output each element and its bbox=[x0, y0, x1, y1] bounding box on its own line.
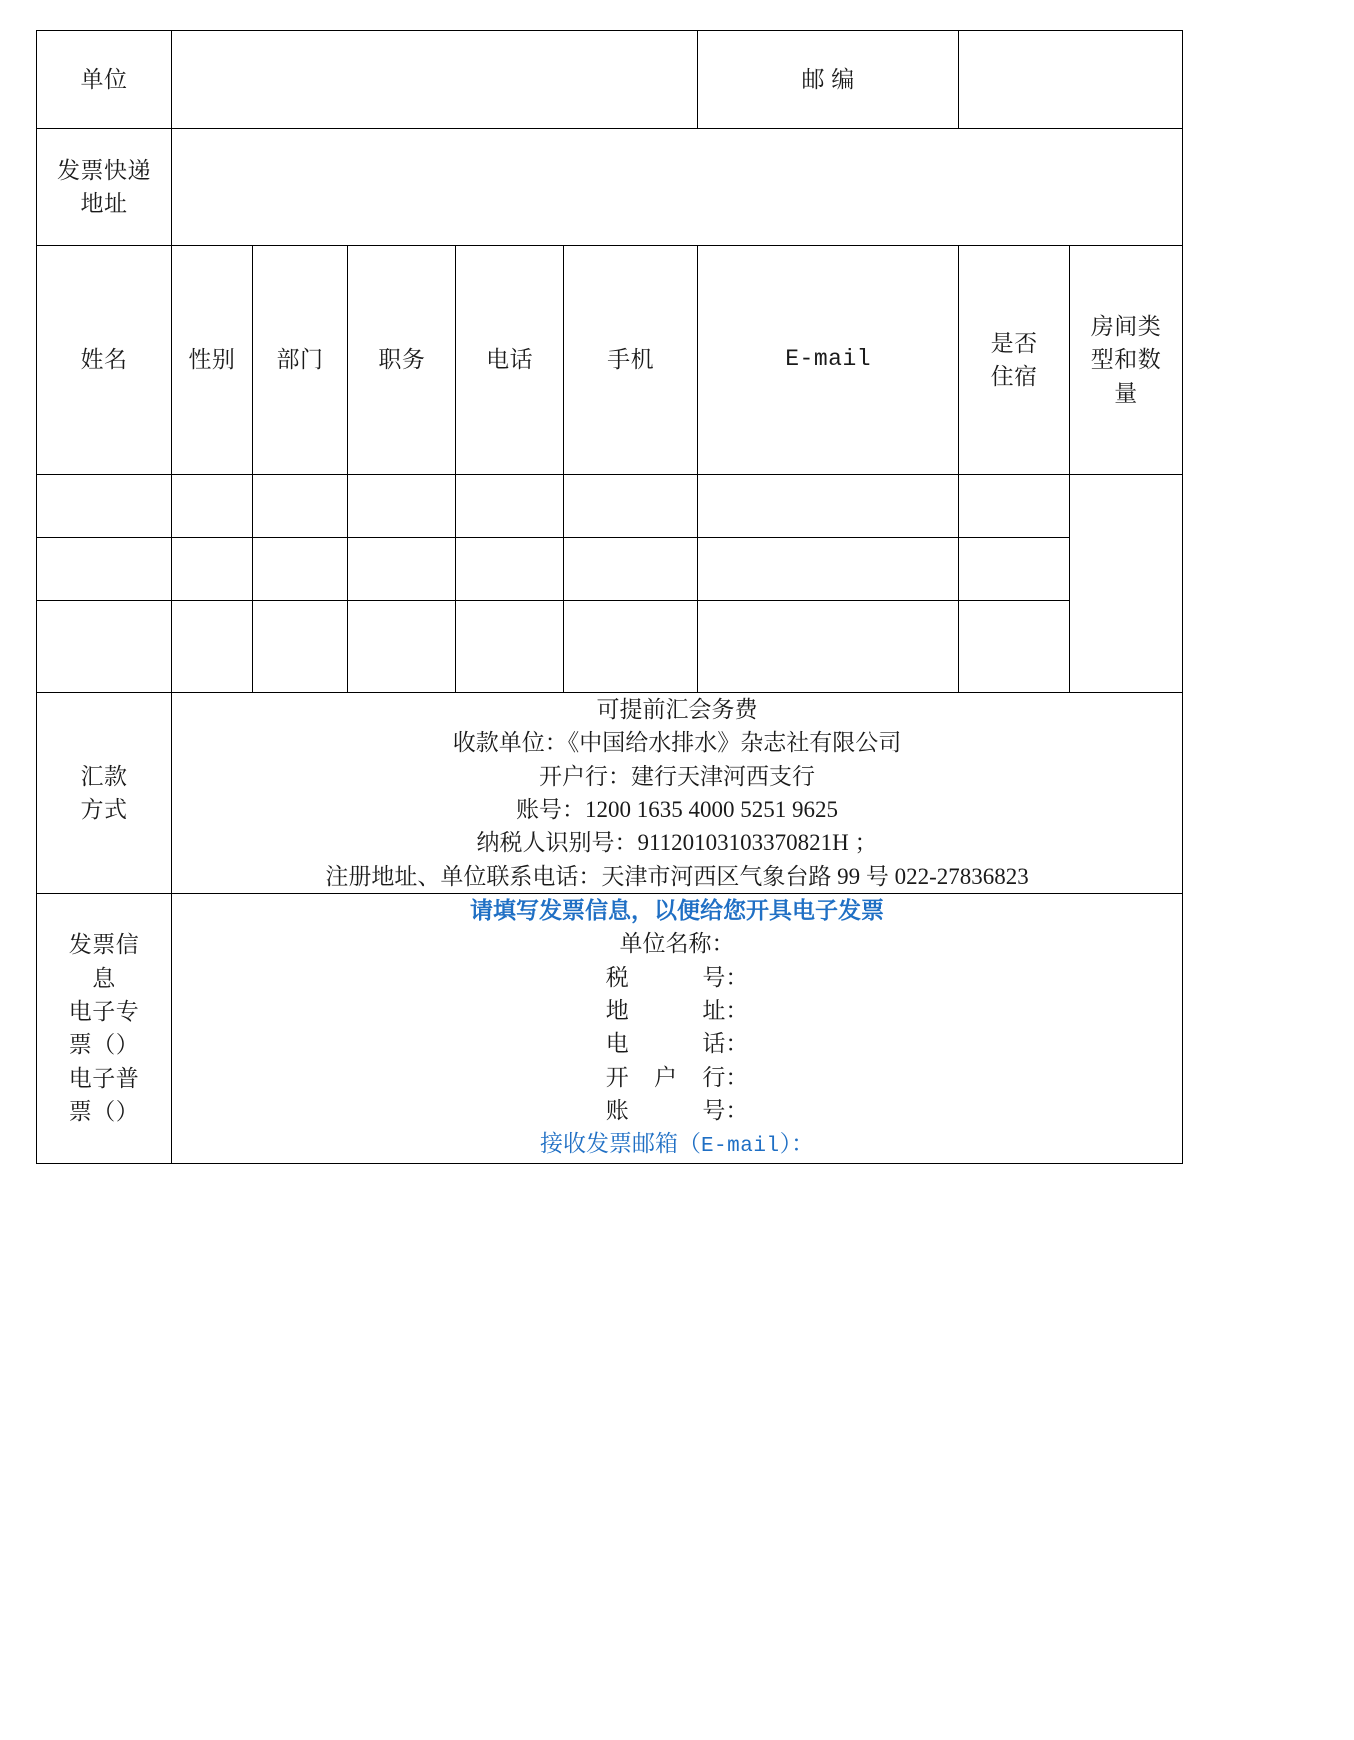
express-address-label-line2: 地址 bbox=[80, 191, 128, 216]
header-name: 姓名 bbox=[37, 246, 172, 475]
remittance-prepay-note: 可提前汇会务费 bbox=[596, 697, 758, 722]
remittance-taxid-value: 91120103103370821H ； bbox=[637, 830, 878, 856]
invoice-email-label-cn: 接收发票邮箱（ bbox=[539, 1131, 701, 1157]
invoice-bank-label-a: 开 bbox=[605, 1064, 629, 1090]
invoice-notice: 请填写发票信息，以便给您开具电子发票 bbox=[470, 898, 885, 924]
cell-gender[interactable] bbox=[172, 475, 253, 538]
remittance-details bbox=[172, 693, 1183, 894]
header-mobile: 手机 bbox=[564, 246, 698, 475]
remittance-registered-address bbox=[172, 860, 1182, 893]
invoice-info-row bbox=[37, 894, 1183, 1164]
invoice-address-label-a: 地 bbox=[605, 998, 629, 1024]
header-room-line3: 量 bbox=[1114, 380, 1138, 406]
remittance-regaddr-value: 天津市河西区气象台路 99 号 022-27836823 bbox=[601, 863, 1029, 889]
invoice-account-label-b: 号 bbox=[702, 1098, 726, 1124]
express-address-label bbox=[37, 129, 172, 246]
cell-phone[interactable] bbox=[456, 601, 564, 693]
unit-postcode-row bbox=[37, 31, 1183, 129]
invoice-label-line1: 发票信 bbox=[68, 932, 140, 958]
invoice-label-line2: 息 bbox=[92, 965, 116, 991]
cell-phone[interactable] bbox=[456, 538, 564, 601]
remittance-taxid-label: 纳税人识别号： bbox=[476, 830, 638, 856]
invoice-field-address[interactable] bbox=[172, 994, 1182, 1027]
invoice-bank-label-b: 户 bbox=[654, 1064, 678, 1090]
header-phone: 电话 bbox=[456, 246, 564, 475]
table-row bbox=[37, 601, 1183, 693]
invoice-address-label-b: 址 bbox=[702, 998, 726, 1024]
invoice-email-label-en: E-mail bbox=[700, 1135, 780, 1159]
invoice-info-label bbox=[37, 894, 172, 1164]
invoice-taxno-colon: ： bbox=[725, 964, 749, 990]
invoice-field-phone[interactable] bbox=[172, 1027, 1182, 1060]
table-row bbox=[37, 538, 1183, 601]
invoice-label-line3: 电子专 bbox=[68, 999, 140, 1025]
remittance-account bbox=[172, 793, 1182, 826]
invoice-address-colon: ： bbox=[725, 998, 749, 1024]
header-email: E-mail bbox=[698, 246, 959, 475]
remittance-account-value: 1200 1635 4000 5251 9625 bbox=[585, 797, 839, 823]
cell-department[interactable] bbox=[252, 601, 348, 693]
invoice-company-colon: ： bbox=[711, 931, 735, 957]
unit-label: 单位 bbox=[37, 31, 172, 129]
header-room-line1: 房间类 bbox=[1090, 313, 1162, 339]
attendee-header-row bbox=[37, 246, 1183, 475]
cell-mobile[interactable] bbox=[564, 601, 698, 693]
cell-phone[interactable] bbox=[456, 475, 564, 538]
invoice-taxno-label-b: 号 bbox=[702, 964, 726, 990]
cell-department[interactable] bbox=[252, 538, 348, 601]
invoice-label-line4: 票（） bbox=[68, 1032, 140, 1058]
cell-email[interactable] bbox=[698, 601, 959, 693]
remittance-taxid bbox=[172, 826, 1182, 859]
remittance-label-line1: 汇款 bbox=[80, 763, 128, 789]
invoice-account-label-a: 账 bbox=[605, 1098, 629, 1124]
header-gender: 性别 bbox=[172, 246, 253, 475]
remittance-row bbox=[37, 693, 1183, 894]
invoice-field-bank[interactable] bbox=[172, 1061, 1182, 1094]
remittance-bank: 开户行：建行天津河西支行 bbox=[539, 763, 816, 789]
invoice-label-line5: 电子普 bbox=[68, 1065, 140, 1091]
cell-mobile[interactable] bbox=[564, 538, 698, 601]
invoice-phone-label-b: 话 bbox=[702, 1031, 726, 1057]
header-room-type-qty bbox=[1070, 246, 1183, 475]
cell-gender[interactable] bbox=[172, 601, 253, 693]
express-address-row bbox=[37, 129, 1183, 246]
invoice-bank-label-c: 行 bbox=[702, 1064, 726, 1090]
postcode-label: 邮 编 bbox=[698, 31, 959, 129]
cell-room-type-qty[interactable] bbox=[1070, 475, 1183, 693]
remittance-payee: 收款单位：《中国给水排水》杂志社有限公司 bbox=[452, 730, 902, 756]
cell-position[interactable] bbox=[348, 475, 456, 538]
postcode-value-field[interactable] bbox=[959, 31, 1183, 129]
cell-position[interactable] bbox=[348, 538, 456, 601]
invoice-account-colon: ： bbox=[725, 1098, 749, 1124]
invoice-phone-colon: ： bbox=[725, 1031, 749, 1057]
unit-value-field[interactable] bbox=[172, 31, 698, 129]
invoice-field-company[interactable] bbox=[172, 927, 1182, 960]
express-address-value-field[interactable] bbox=[172, 129, 1183, 246]
cell-accommodation[interactable] bbox=[959, 475, 1070, 538]
remittance-regaddr-label: 注册地址、单位联系电话： bbox=[325, 863, 602, 889]
registration-form-table bbox=[36, 30, 1183, 1164]
header-department: 部门 bbox=[252, 246, 348, 475]
cell-accommodation[interactable] bbox=[959, 538, 1070, 601]
invoice-company-label: 单位名称 bbox=[619, 931, 712, 957]
cell-email[interactable] bbox=[698, 475, 959, 538]
invoice-label-line6: 票（） bbox=[68, 1099, 140, 1125]
invoice-taxno-label-a: 税 bbox=[605, 964, 629, 990]
invoice-field-taxno[interactable] bbox=[172, 961, 1182, 994]
header-accommodation-line1: 是否 bbox=[990, 330, 1038, 356]
invoice-field-email[interactable] bbox=[172, 1127, 1182, 1162]
invoice-bank-colon: ： bbox=[725, 1064, 749, 1090]
cell-name[interactable] bbox=[37, 601, 172, 693]
cell-email[interactable] bbox=[698, 538, 959, 601]
express-address-label-line1: 发票快递 bbox=[57, 157, 152, 183]
cell-position[interactable] bbox=[348, 601, 456, 693]
header-accommodation-line2: 住宿 bbox=[990, 364, 1038, 389]
cell-gender[interactable] bbox=[172, 538, 253, 601]
cell-name[interactable] bbox=[37, 538, 172, 601]
invoice-phone-label-a: 电 bbox=[605, 1031, 629, 1057]
invoice-field-account[interactable] bbox=[172, 1094, 1182, 1127]
cell-accommodation[interactable] bbox=[959, 601, 1070, 693]
table-row bbox=[37, 475, 1183, 538]
header-room-line2: 型和数 bbox=[1090, 347, 1162, 373]
remittance-label bbox=[37, 693, 172, 894]
cell-mobile[interactable] bbox=[564, 475, 698, 538]
cell-name[interactable] bbox=[37, 475, 172, 538]
header-position: 职务 bbox=[348, 246, 456, 475]
invoice-email-label-tail: ）： bbox=[779, 1131, 815, 1157]
remittance-account-label: 账号： bbox=[516, 797, 586, 823]
header-accommodation bbox=[959, 246, 1070, 475]
remittance-label-line2: 方式 bbox=[80, 797, 128, 823]
cell-department[interactable] bbox=[252, 475, 348, 538]
invoice-fields bbox=[172, 894, 1183, 1164]
